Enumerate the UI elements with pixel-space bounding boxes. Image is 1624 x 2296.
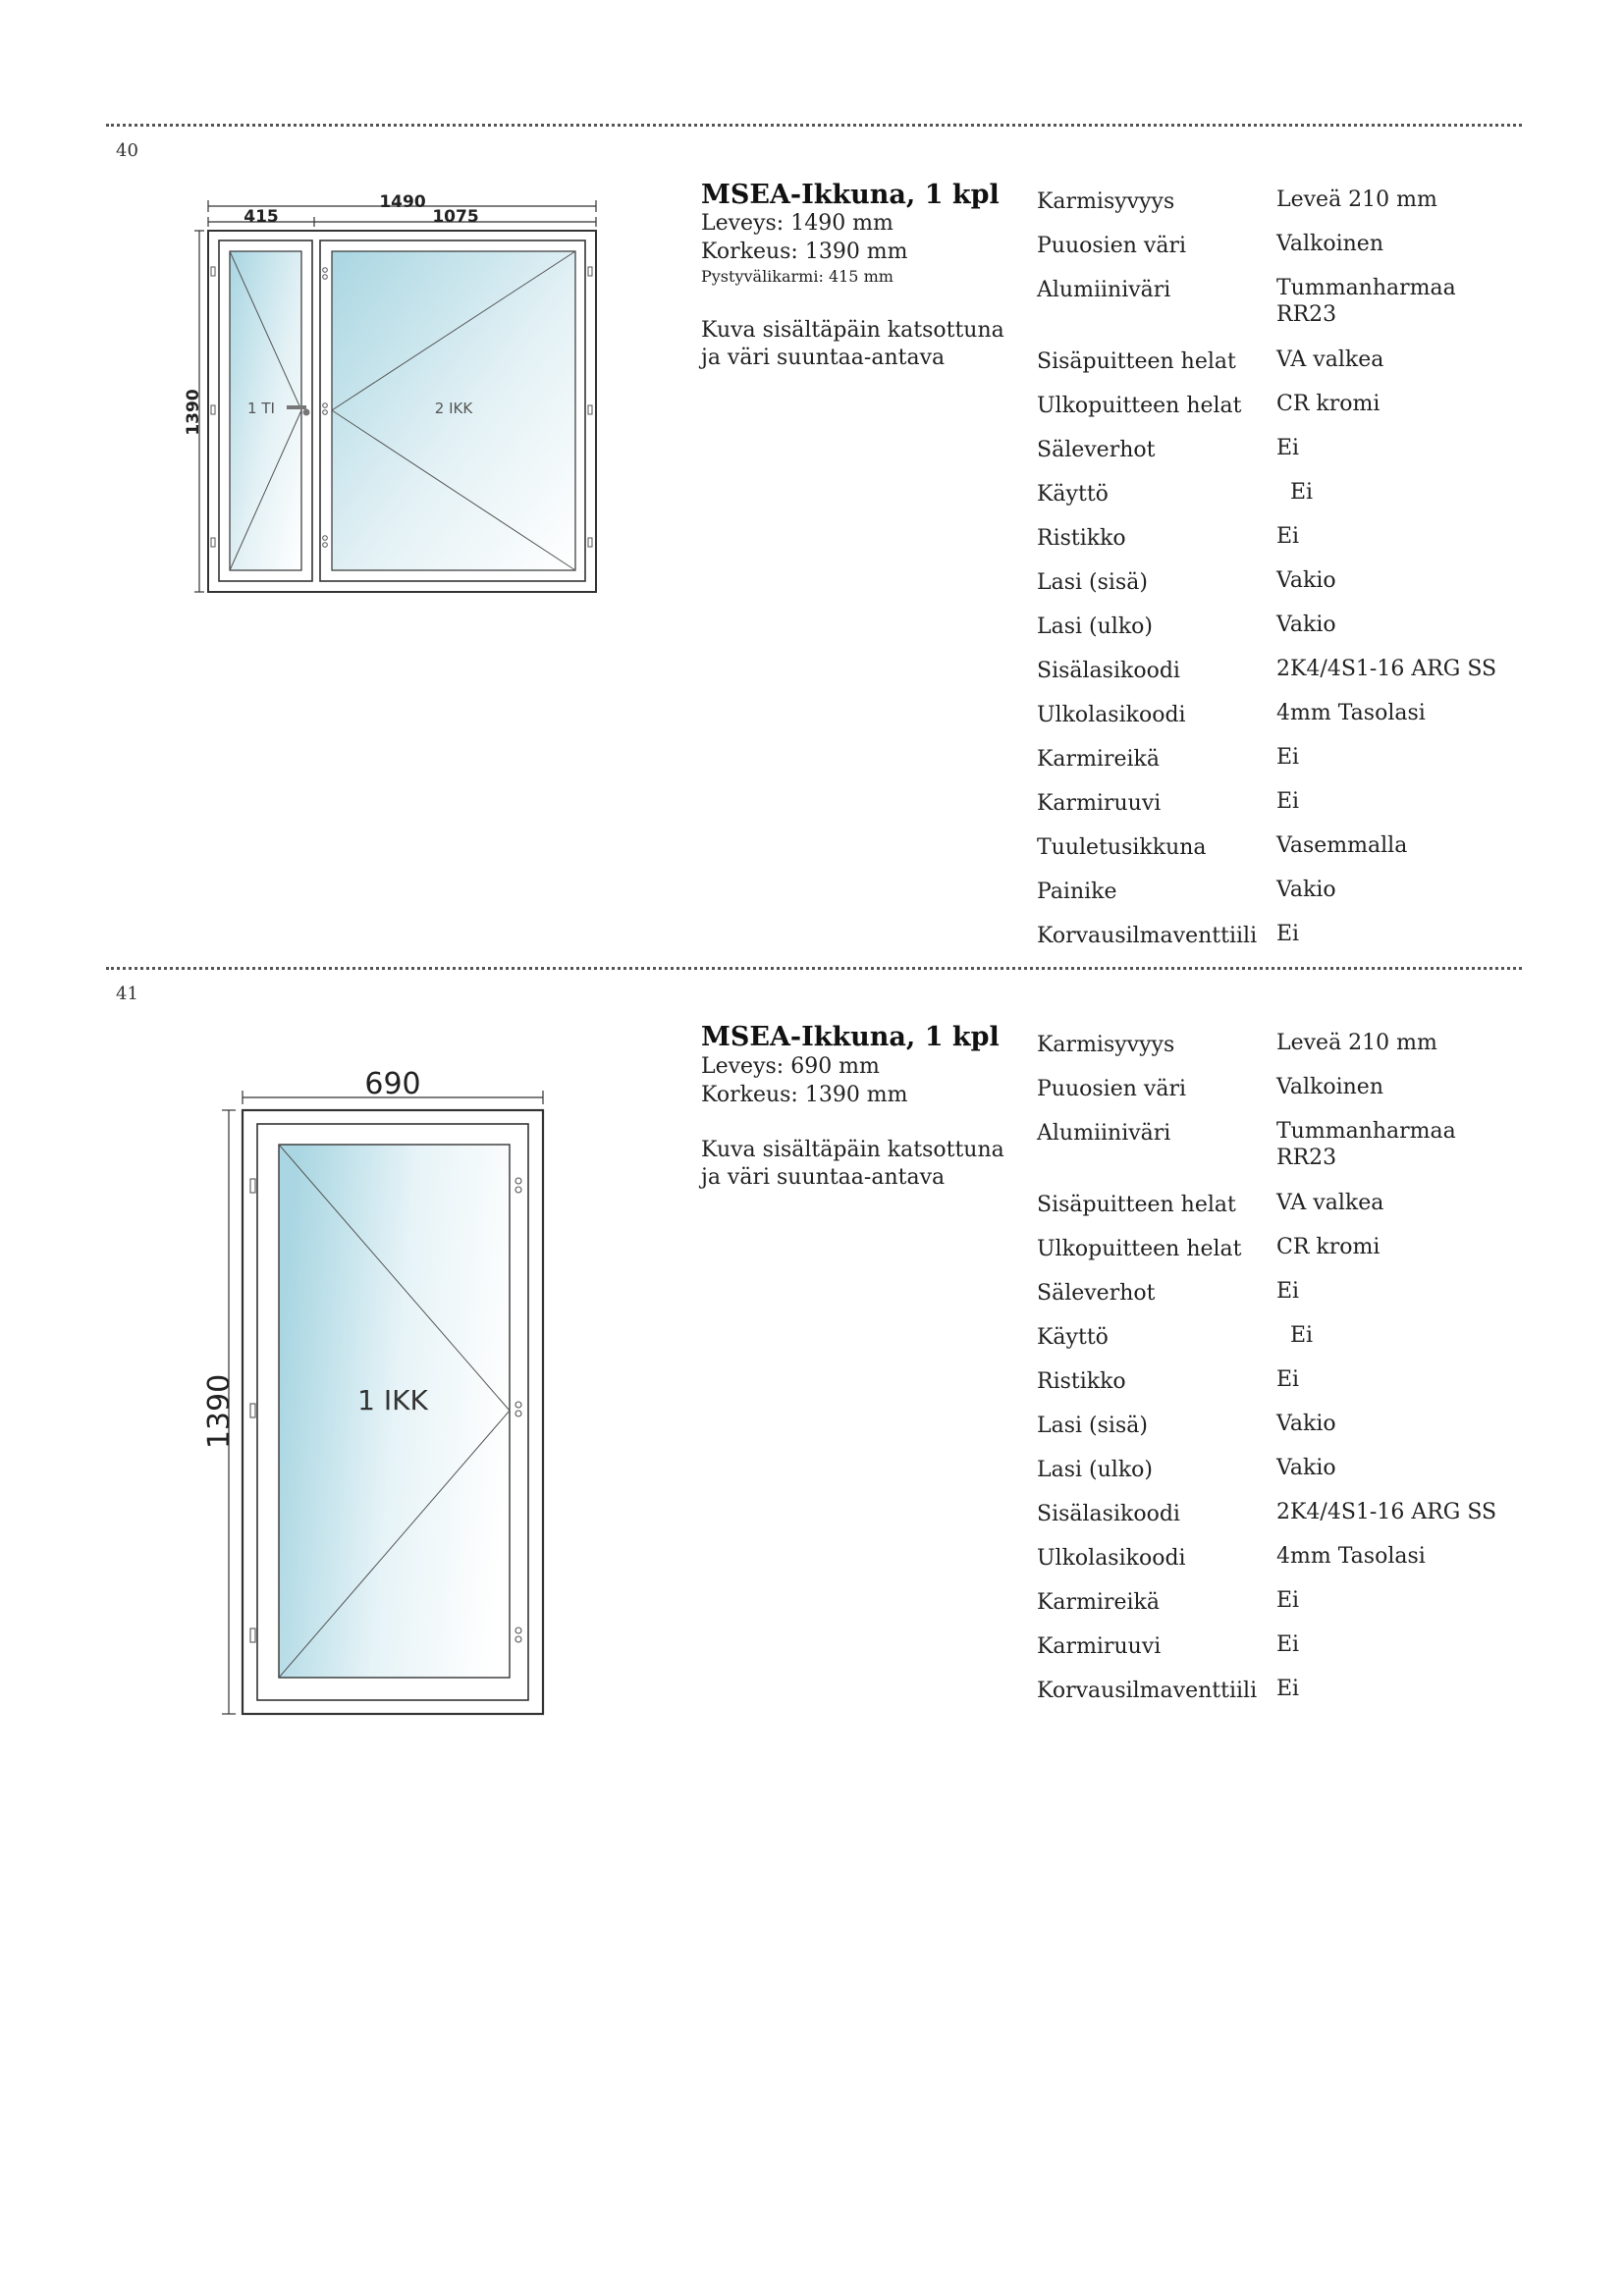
spec-value: Ei <box>1276 524 1300 549</box>
item-separator-41 <box>106 967 1522 970</box>
spec-key: Ulkopuitteen helat <box>1037 1237 1242 1261</box>
spec-value: 2K4/4S1-16 ARG SS <box>1276 1500 1497 1524</box>
item-note-line2: ja väri suuntaa-antava <box>701 1165 946 1190</box>
spec-key: Puuosien väri <box>1037 1077 1186 1101</box>
spec-value: Leveä 210 mm <box>1276 187 1437 212</box>
item-title: MSEA-Ikkuna, 1 kpl <box>701 180 1000 210</box>
spec-value: Ei <box>1290 1323 1314 1348</box>
spec-value-line2: RR23 <box>1276 302 1337 327</box>
spec-value: Leveä 210 mm <box>1276 1031 1437 1055</box>
spec-key: Sisälasikoodi <box>1037 1502 1180 1526</box>
item-note-line2: ja väri suuntaa-antava <box>701 346 946 370</box>
spec-key: Alumiiniväri <box>1037 278 1171 302</box>
spec-key: Ulkolasikoodi <box>1037 1546 1186 1571</box>
spec-value: Vakio <box>1276 613 1336 637</box>
item-note-line1: Kuva sisältäpäin katsottuna <box>701 1138 1004 1162</box>
spec-value: Ei <box>1276 1367 1300 1392</box>
spec-key: Käyttö <box>1037 482 1109 507</box>
spec-key: Ulkolasikoodi <box>1037 703 1186 727</box>
pane-label-right: 2 IKK <box>434 400 473 417</box>
spec-key: Karmireikä <box>1037 747 1160 772</box>
spec-value: Ei <box>1276 1279 1300 1304</box>
window-drawing-40 <box>167 182 619 604</box>
dim-right-width: 1075 <box>432 207 479 227</box>
spec-key: Karmireikä <box>1037 1590 1160 1615</box>
spec-value: Vakio <box>1276 1412 1336 1436</box>
spec-key: Sisäpuitteen helat <box>1037 349 1236 374</box>
dim-height: 1390 <box>184 389 203 436</box>
spec-key: Puuosien väri <box>1037 234 1186 258</box>
spec-key: Sisäpuitteen helat <box>1037 1193 1236 1217</box>
spec-key: Säleverhot <box>1037 438 1156 462</box>
window-drawing-41 <box>191 1045 555 1733</box>
item-mullion: Pystyvälikarmi: 415 mm <box>701 267 893 286</box>
item-title: MSEA-Ikkuna, 1 kpl <box>701 1022 1000 1052</box>
spec-key: Sisälasikoodi <box>1037 659 1180 683</box>
spec-value: Ei <box>1276 1632 1300 1657</box>
spec-value: Valkoinen <box>1276 232 1383 256</box>
spec-value: 2K4/4S1-16 ARG SS <box>1276 657 1497 681</box>
dim-total-width: 1490 <box>379 192 426 212</box>
spec-key: Alumiiniväri <box>1037 1121 1171 1146</box>
item-number: 40 <box>116 140 138 161</box>
spec-key: Lasi (ulko) <box>1037 1458 1153 1482</box>
spec-value: CR kromi <box>1276 1235 1380 1259</box>
pane-label: 1 IKK <box>357 1384 428 1416</box>
spec-value: Ei <box>1276 436 1300 460</box>
spec-value: Ei <box>1276 789 1300 814</box>
spec-value: Tummanharmaa <box>1276 1119 1456 1144</box>
spec-value: Valkoinen <box>1276 1075 1383 1099</box>
spec-key: Karmiruuvi <box>1037 1634 1162 1659</box>
spec-value: Ei <box>1276 745 1300 770</box>
spec-key: Lasi (ulko) <box>1037 614 1153 639</box>
spec-key: Käyttö <box>1037 1325 1109 1350</box>
spec-key: Säleverhot <box>1037 1281 1156 1306</box>
spec-key: Lasi (sisä) <box>1037 570 1148 595</box>
spec-key: Karmisyvyys <box>1037 1033 1175 1057</box>
item-note-line1: Kuva sisältäpäin katsottuna <box>701 318 1004 343</box>
dim-height: 1390 <box>202 1373 237 1450</box>
spec-value-line2: RR23 <box>1276 1146 1337 1170</box>
item-number: 41 <box>116 984 138 1004</box>
dim-left-width: 415 <box>244 207 279 227</box>
spec-value: Ei <box>1276 1677 1300 1701</box>
item-height: Korkeus: 1390 mm <box>701 240 908 264</box>
pane-label-left: 1 TI <box>247 400 275 417</box>
item-width: Leveys: 1490 mm <box>701 211 893 236</box>
spec-value: 4mm Tasolasi <box>1276 1544 1426 1569</box>
spec-key: Tuuletusikkuna <box>1037 835 1207 860</box>
spec-value: VA valkea <box>1276 347 1384 372</box>
item-height: Korkeus: 1390 mm <box>701 1083 908 1107</box>
dim-total-width: 690 <box>364 1067 421 1101</box>
spec-value: Ei <box>1276 922 1300 946</box>
item-width: Leveys: 690 mm <box>701 1054 880 1079</box>
spec-value: Vakio <box>1276 568 1336 593</box>
spec-value: Vakio <box>1276 1456 1336 1480</box>
spec-value: 4mm Tasolasi <box>1276 701 1426 725</box>
spec-value: Vasemmalla <box>1276 833 1408 858</box>
spec-key: Ristikko <box>1037 1369 1126 1394</box>
spec-value: CR kromi <box>1276 392 1380 416</box>
spec-value: VA valkea <box>1276 1191 1384 1215</box>
spec-key: Karmiruuvi <box>1037 791 1162 816</box>
spec-key: Lasi (sisä) <box>1037 1414 1148 1438</box>
spec-value: Ei <box>1276 1588 1300 1613</box>
spec-key: Korvausilmaventtiili <box>1037 1679 1258 1703</box>
spec-value: Ei <box>1290 480 1314 505</box>
spec-key: Korvausilmaventtiili <box>1037 924 1258 948</box>
spec-value: Tummanharmaa <box>1276 276 1456 300</box>
spec-key: Painike <box>1037 880 1117 904</box>
spec-key: Ulkopuitteen helat <box>1037 394 1242 418</box>
spec-key: Karmisyvyys <box>1037 189 1175 214</box>
item-separator-40 <box>106 124 1522 127</box>
spec-value: Vakio <box>1276 878 1336 902</box>
spec-key: Ristikko <box>1037 526 1126 551</box>
